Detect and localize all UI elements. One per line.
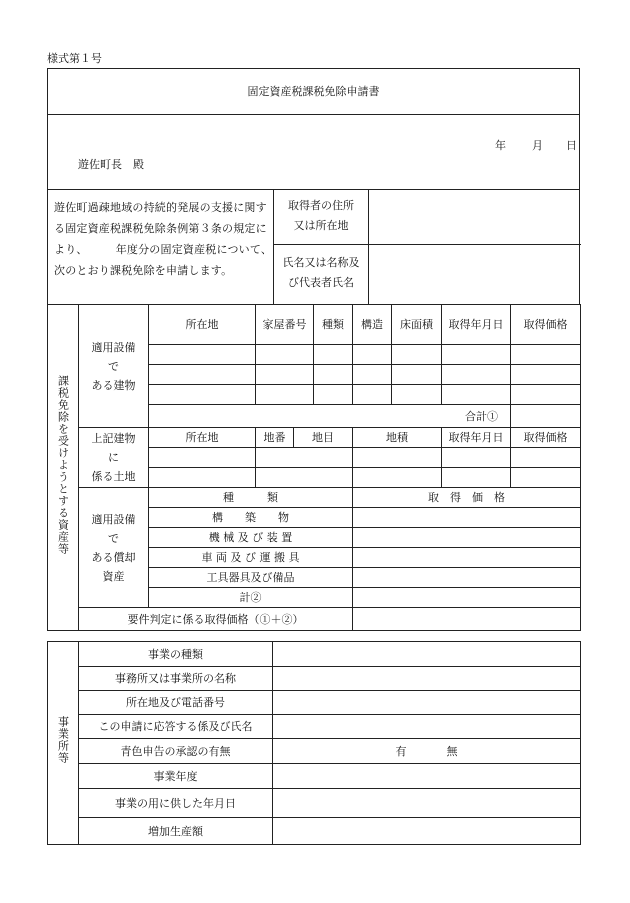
addressee: 遊佐町長 殿	[78, 158, 144, 171]
table-cell[interactable]	[442, 448, 511, 468]
business-section-label: 事業所等	[48, 642, 79, 845]
table-cell[interactable]	[442, 468, 511, 488]
table-cell[interactable]	[511, 448, 581, 468]
table-cell[interactable]	[511, 468, 581, 488]
business-row-label: 事業の種類	[79, 642, 273, 667]
depreciable-row-label: 車 両 及 び 運 搬 具	[149, 548, 353, 568]
assets-section-label: 課税免除を受けようとする資産等	[48, 305, 79, 631]
table-cell[interactable]	[314, 385, 353, 405]
table-cell[interactable]	[314, 345, 353, 365]
table-cell[interactable]	[273, 715, 581, 739]
business-row-label: この申請に応答する係及び氏名	[79, 715, 273, 739]
business-row-label: 青色申告の承認の有無	[79, 739, 273, 764]
table-cell[interactable]	[256, 385, 314, 405]
applicant-name-field[interactable]	[369, 245, 580, 304]
table-cell[interactable]	[149, 365, 256, 385]
table-cell[interactable]	[353, 345, 392, 365]
table-cell[interactable]	[353, 568, 581, 588]
business-row-label: 増加生産額	[79, 818, 273, 845]
application-text: 遊佐町過疎地域の持続的発展の支援に関する固定資産税課税免除条例第３条の規定により、 年度分の固定資産税について、次のとおり課税免除を申請します。	[54, 201, 273, 277]
table-cell[interactable]	[353, 508, 581, 528]
blue-return-yes[interactable]: 有	[395, 744, 407, 758]
depreciable-row-label: 工具器具及び備品	[149, 568, 353, 588]
application-section	[47, 189, 580, 305]
table-cell[interactable]	[392, 385, 442, 405]
land-label: 上記建物 に 係る土地	[79, 428, 149, 488]
buildings-header-price: 取得価格	[511, 305, 581, 345]
applicant-address-label: 取得者の住所 又は所在地	[288, 199, 354, 232]
buildings-header-house-no: 家屋番号	[256, 305, 314, 345]
table-cell[interactable]	[256, 365, 314, 385]
page-title: 固定資産税課税免除申請書	[47, 68, 580, 115]
table-cell[interactable]	[353, 385, 392, 405]
depreciable-header-price: 取 得 価 格	[353, 488, 581, 508]
table-cell[interactable]	[442, 345, 511, 365]
blue-return-choice[interactable]	[273, 739, 581, 764]
table-cell[interactable]	[511, 365, 581, 385]
blue-return-no[interactable]: 無	[446, 744, 458, 758]
table-cell[interactable]	[256, 468, 353, 488]
land-header-location: 所在地	[149, 428, 256, 448]
land-header-group: 地番 地目	[256, 428, 353, 448]
buildings-header-location: 所在地	[149, 305, 256, 345]
business-row-label: 事業の用に供した年月日	[79, 789, 273, 818]
table-cell[interactable]	[314, 365, 353, 385]
land-header-area: 地積	[353, 428, 442, 448]
table-cell[interactable]	[392, 365, 442, 385]
table-cell[interactable]	[353, 365, 392, 385]
date-month-label: 月	[532, 139, 543, 152]
table-cell[interactable]	[273, 818, 581, 845]
buildings-header-floor-area: 床面積	[392, 305, 442, 345]
requirement-value[interactable]	[353, 608, 581, 631]
requirement-label: 要件判定に係る取得価格（①＋②）	[79, 608, 353, 631]
land-header-price: 取得価格	[511, 428, 581, 448]
table-cell[interactable]	[511, 345, 581, 365]
table-cell[interactable]	[273, 642, 581, 667]
table-cell[interactable]	[273, 764, 581, 789]
table-cell[interactable]	[511, 385, 581, 405]
depreciable-row-label: 機 械 及 び 装 置	[149, 528, 353, 548]
assets-table	[47, 304, 581, 631]
table-cell[interactable]	[149, 448, 256, 468]
depreciable-label: 適用設備 で ある償却 資産	[79, 488, 149, 608]
table-cell[interactable]	[353, 468, 442, 488]
date-block	[47, 114, 580, 190]
table-cell[interactable]	[273, 789, 581, 818]
business-row-label: 事務所又は事業所の名称	[79, 667, 273, 691]
date-day-label: 日	[566, 139, 577, 152]
depreciable-header-kind: 種 類	[149, 488, 353, 508]
table-cell[interactable]	[442, 365, 511, 385]
table-cell[interactable]	[442, 385, 511, 405]
table-cell[interactable]	[149, 468, 256, 488]
table-cell[interactable]	[392, 345, 442, 365]
table-cell[interactable]	[353, 548, 581, 568]
table-cell[interactable]	[353, 528, 581, 548]
table-cell[interactable]	[256, 345, 314, 365]
table-cell[interactable]	[353, 588, 581, 608]
applicant-name-label: 氏名又は名称及 び代表者氏名	[282, 256, 360, 289]
table-cell[interactable]	[256, 448, 353, 468]
applicant-address-field[interactable]	[369, 189, 580, 244]
table-cell[interactable]	[149, 345, 256, 365]
buildings-header-acquired-date: 取得年月日	[442, 305, 511, 345]
buildings-subtotal-value[interactable]	[511, 405, 581, 428]
table-cell[interactable]	[353, 448, 442, 468]
land-header-acquired-date: 取得年月日	[442, 428, 511, 448]
depreciable-row-label: 構 築 物	[149, 508, 353, 528]
buildings-header-structure: 構造	[353, 305, 392, 345]
table-cell[interactable]	[273, 691, 581, 715]
buildings-subtotal-label: 合計①	[149, 405, 511, 428]
buildings-label: 適用設備 で ある建物	[79, 305, 149, 428]
table-cell[interactable]	[149, 385, 256, 405]
business-row-label: 所在地及び電話番号	[79, 691, 273, 715]
date-year-label: 年	[495, 139, 506, 152]
table-cell[interactable]	[273, 667, 581, 691]
buildings-header-kind: 種類	[314, 305, 353, 345]
business-table	[47, 641, 581, 845]
form-number: 様式第１号	[47, 52, 102, 65]
business-row-label: 事業年度	[79, 764, 273, 789]
depreciable-subtotal-label: 計②	[149, 588, 353, 608]
